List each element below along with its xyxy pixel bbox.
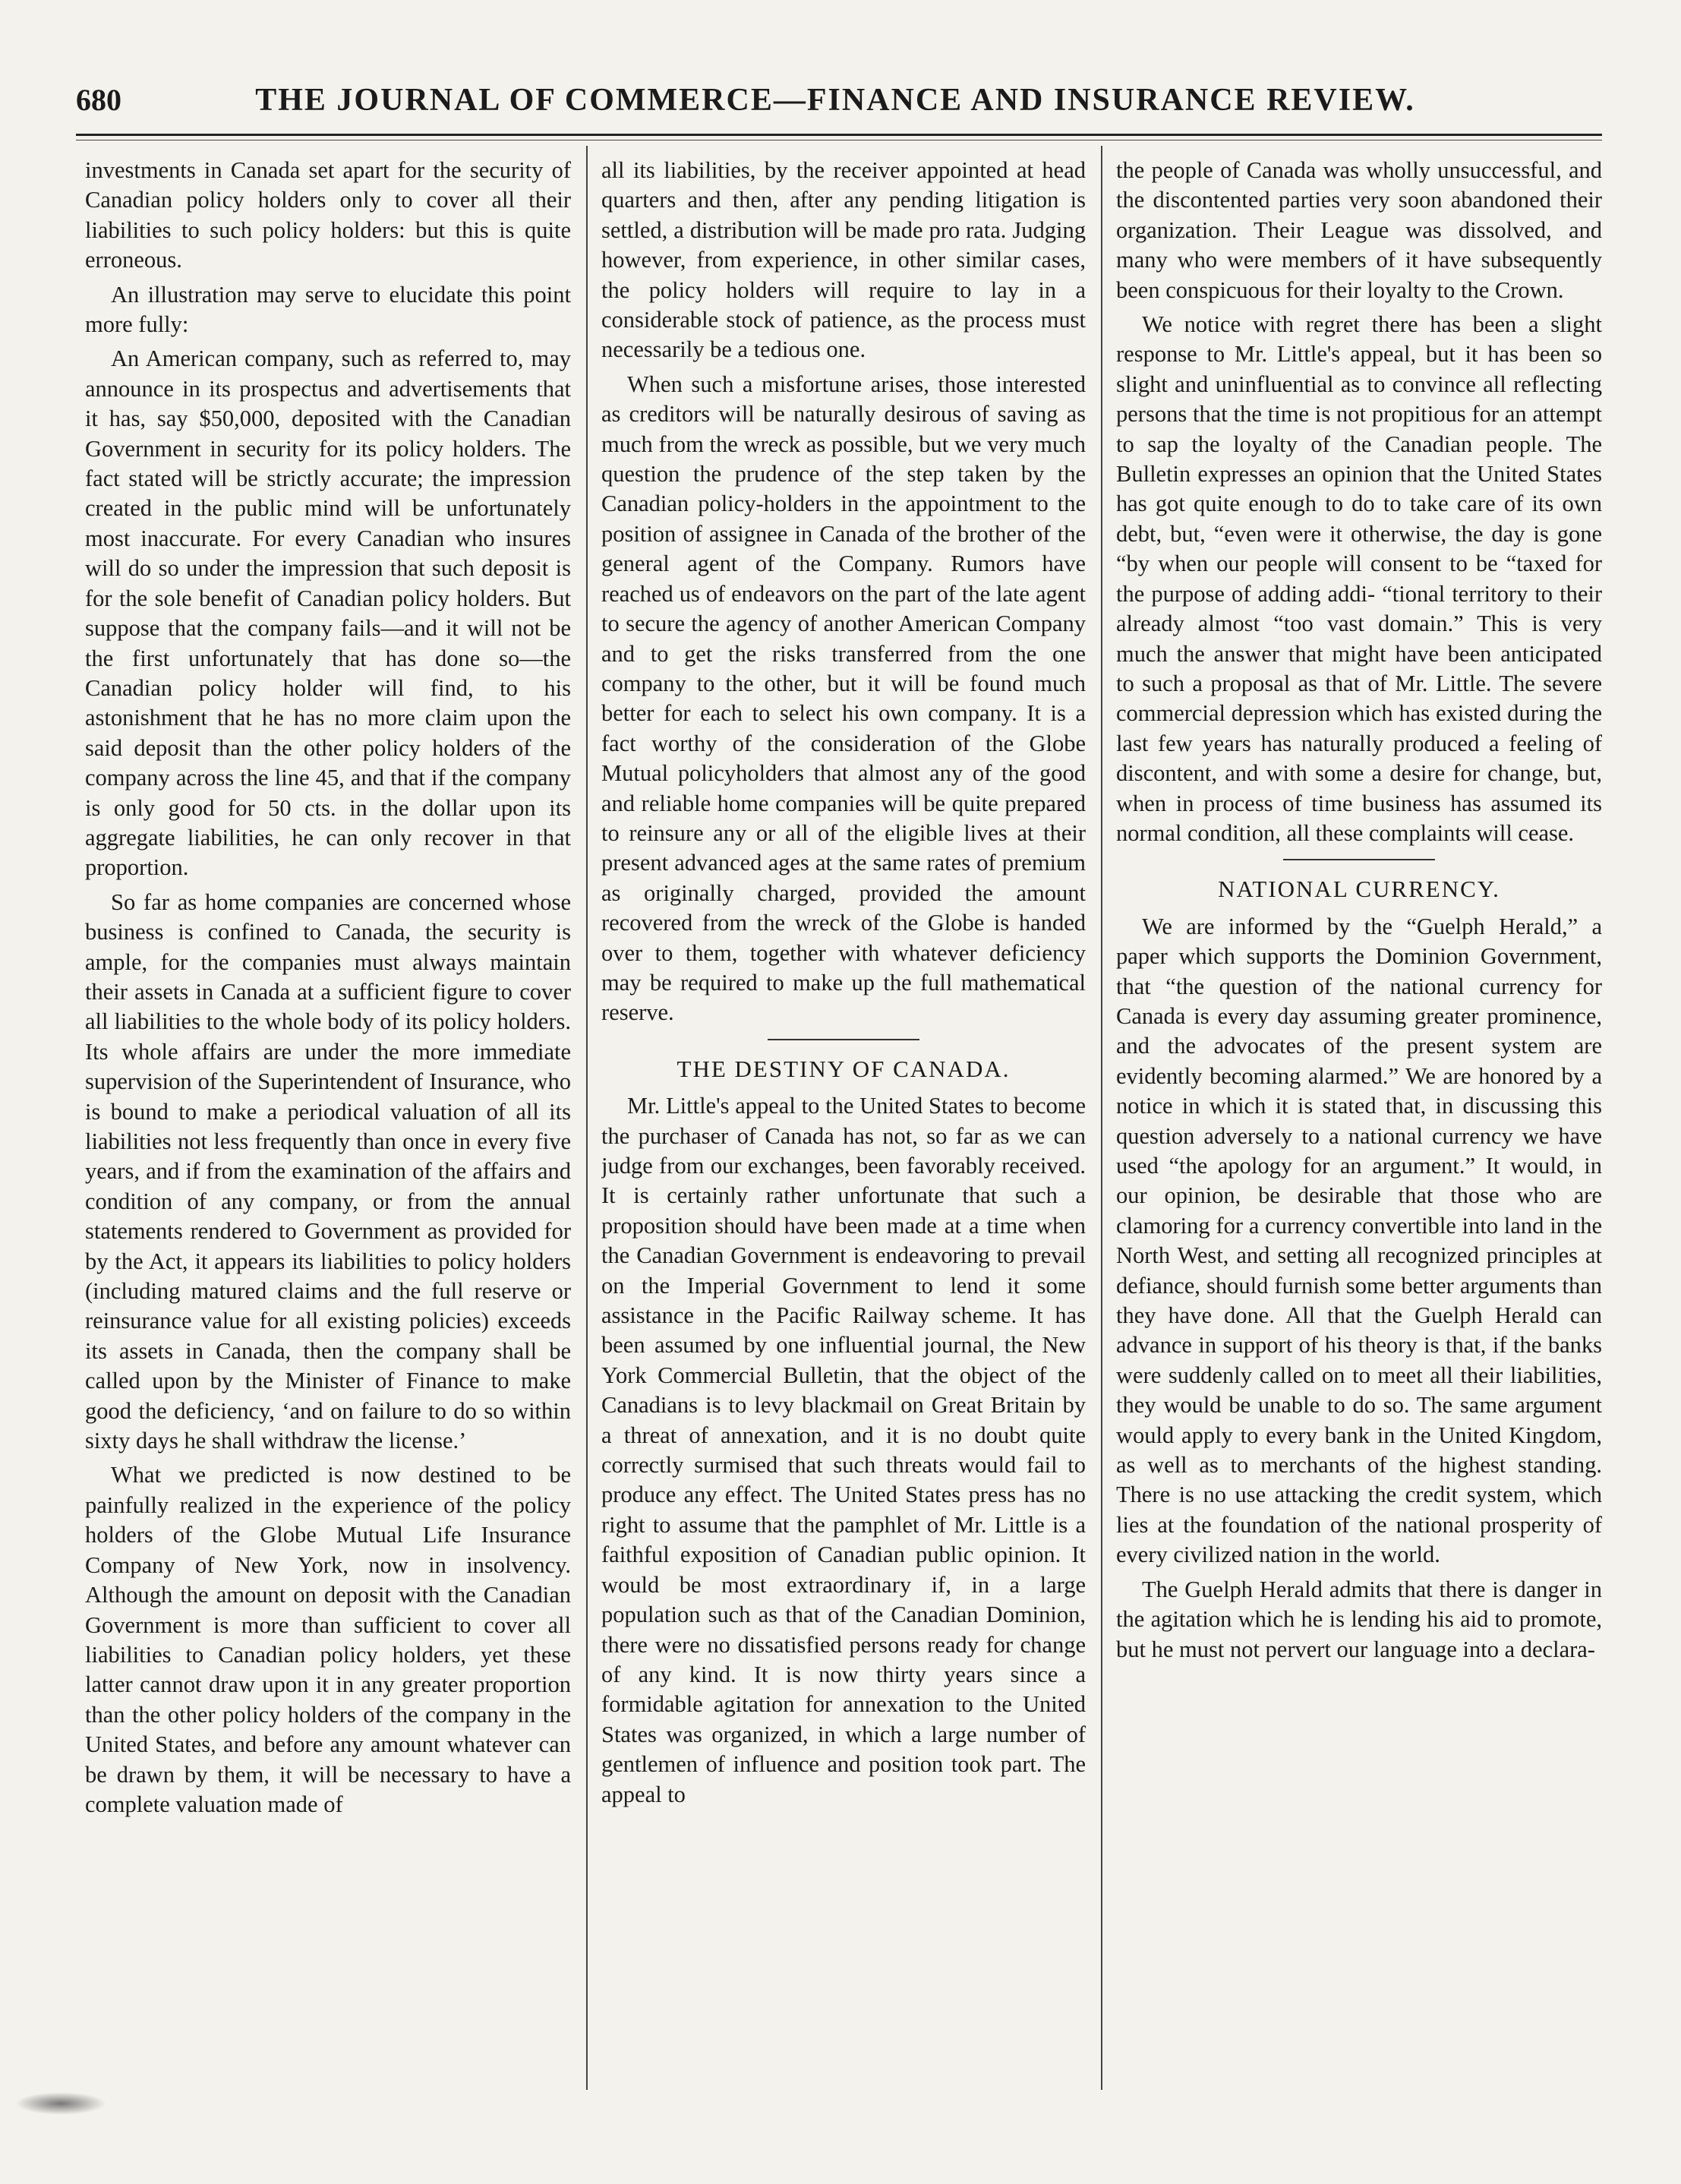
paragraph: So far as home companies are concerned whose business is confined to Canada, the security is ample, for the companies must always maintain their assets in Canada at a sufficient figure to cover all liabilities to the whole body of its policy holders. Its whole affairs are under the more immediate supervision of the Superintendent of Insurance, who is bound to make a periodical valuation of all its liabilities not less frequently than once in every five years, and if from the examination of the affairs and condition of any company, or from the annual statements rendered to Government as provided for by the Act, it appears its liabilities to policy holders (including matured claims and the full reserve or reinsurance value for all existing policies) exceeds its assets in Canada, then the company shall be called upon by the Minister of Finance to make good the deficiency, ‘and on failure to do so within sixty days he shall withdraw the license.’ xyxy=(85,888,571,1454)
paragraph: We notice with regret there has been a slight response to Mr. Little's appeal, but it has been so slight and uninfluential as to convince all reflecting persons that the time is not propitious for an attempt to sap the loyalty of the Canadian people. The Bulletin expresses an opinion that the United States has got quite enough to do to take care of its own debt, but, “even were it otherwise, the day is gone “by when our people will consent to be “taxed for the purpose of adding addi- “tional territory to their already almost “too vast domain.” This is very much the answer that might have been anticipated to such a proposal as that of Mr. Little. The severe commercial depression which has existed during the last few years has naturally produced a feeling of discontent, and with some a desire for change, but, when in process of time business has assumed its normal condition, all these complaints will cease. xyxy=(1116,311,1602,846)
paragraph: An American company, such as referred to, may announce in its prospectus and advertisements that it has, say $50,000, deposited with the Canadian Government in security for its policy holders. The fact stated will be strictly accurate; the impression created in the public mind will be unfortunately most inaccurate. For every Canadian who insures will do so under the impression that such deposit is for the sole benefit of Canadian policy holders. But suppose that the company fails—and it will not be the first unfortunately that has done so—the Canadian policy holder will find, to his astonishment that he has no more claim upon the said deposit than the other policy holders of the company across the line 45, and that if the company is only good for 50 cts. in the dollar upon its aggregate liabilities, he can only recover in that proportion. xyxy=(85,346,571,881)
column-1 xyxy=(85,156,571,2077)
column-divider xyxy=(586,146,588,2090)
page-header xyxy=(76,82,1594,128)
column-3 xyxy=(1116,156,1602,2077)
ink-blot xyxy=(15,2092,106,2115)
column-divider xyxy=(1101,146,1102,2090)
running-title: THE JOURNAL OF COMMERCE—FINANCE AND INSURANCE REVIEW. xyxy=(255,83,1415,118)
column-2 xyxy=(601,156,1086,2077)
paragraph: The Guelph Herald admits that there is danger in the agitation which he is lending his aid to promote, but he must not pervert our language into a declara- xyxy=(1116,1576,1602,1662)
paragraph: investments in Canada set apart for the security of Canadian policy holders only to cover all their liabilities to such policy holders: but this is quite erroneous. xyxy=(85,157,571,273)
page-number: 680 xyxy=(76,83,121,117)
paragraph: all its liabilities, by the receiver appointed at head quarters and then, after any pending litigation is settled, a distribution will be made pro rata. Judging however, from experience, in other similar cases, the policy holders will require to lay in a considerable stock of patience, as the process must necessarily be a tedious one. xyxy=(601,157,1086,363)
paragraph: Mr. Little's appeal to the United States to become the purchaser of Canada has not, so far as we can judge from our exchanges, been favorably received. It is certainly rather unfortunate that such a proposition should have been made at a time when the Canadian Government is endeavoring to prevail on the Imperial Government to lend it some assistance in the Pacific Railway scheme. It has been assumed by one influential journal, the New York Commercial Bulletin, that the object of the Canadians is to levy blackmail on Great Britain by a threat of annexation, and it is no doubt quite correctly surmised that such threats would fail to produce any effect. The United States press has no right to assume that the pamphlet of Mr. Little is a faithful exposition of Canadian public opinion. It would be most extraordinary if, in a large population such as that of the Canadian Dominion, there were no dissatisfied persons ready for change of any kind. It is now thirty years since a formidable agitation for annexation to the United States was organized, in which a large number of gentlemen of influence and position took part. The appeal to xyxy=(601,1093,1086,1807)
paragraph: An illustration may serve to elucidate this point more fully: xyxy=(85,281,571,338)
paragraph: What we predicted is now destined to be painfully realized in the experience of the policy holders of the Globe Mutual Life Insurance Company of New York, now in insolvency. Although the amount on deposit with the Canadian Government is more than sufficient to cover all liabilities to Canadian policy holders, yet these latter cannot draw upon it in any greater proportion than the other policy holders of the company in the United States, and before any amount whatever can be drawn by them, it will be necessary to have a complete valuation made of xyxy=(85,1462,571,1817)
paragraph: We are informed by the “Guelph Herald,” a paper which supports the Dominion Government, that “the question of the national currency for Canada is every day assuming greater prominence, and the advocates of the present system are evidently becoming alarmed.” We are honored by a notice in which it is stated that, in discussing this question adversely to a national currency we have used “the apology for an argument.” It would, in our opinion, be desirable that those who are clamoring for a currency convertible into land in the North West, and setting all recognized principles at defiance, should furnish some better arguments than they have done. All that the Guelph Herald can advance in support of his theory is that, if the banks were suddenly called on to meet all their liabilities, they would be unable to do so. The same argument would apply to every bank in the United Kingdom, as well as to merchants of the highest standing. There is no use attacking the credit system, which lies at the foundation of the national prosperity of every civilized nation in the world. xyxy=(1116,913,1602,1568)
paragraph: the people of Canada was wholly unsuccessful, and the discontented parties very soon abandoned their organization. Their League was dissolved, and many who were members of it have subsequently been conspicuous for their loyalty to the Crown. xyxy=(1116,157,1602,303)
section-rule xyxy=(768,1039,919,1040)
paragraph: When such a misfortune arises, those interested as creditors will be naturally desirous of saving as much from the wreck as possible, but we very much question the prudence of the step taken by the Canadian policy-holders in the appointment to the position of assignee in Canada of the brother of the general agent of the Company. Rumors have reached us of endeavors on the part of the late agent to secure the agency of another American Company and to get the risks transferred from the one company to the other, but it will be found much better for each to select his own company. It is a fact worthy of the consideration of the Globe Mutual policyholders that almost any of the good and reliable home companies will be quite prepared to reinsure any or all of the eligible lives at their present advanced ages at the same rates of premium as originally charged, provided the amount recovered from the wreck of the Globe is handed over to them, together with whatever deficiency may be required to make up the full mathematical reserve. xyxy=(601,371,1086,1026)
section-heading-currency: NATIONAL CURRENCY. xyxy=(1218,876,1500,903)
header-rule xyxy=(76,134,1602,136)
section-heading-destiny: THE DESTINY OF CANADA. xyxy=(676,1055,1011,1082)
section-rule xyxy=(1283,859,1435,860)
